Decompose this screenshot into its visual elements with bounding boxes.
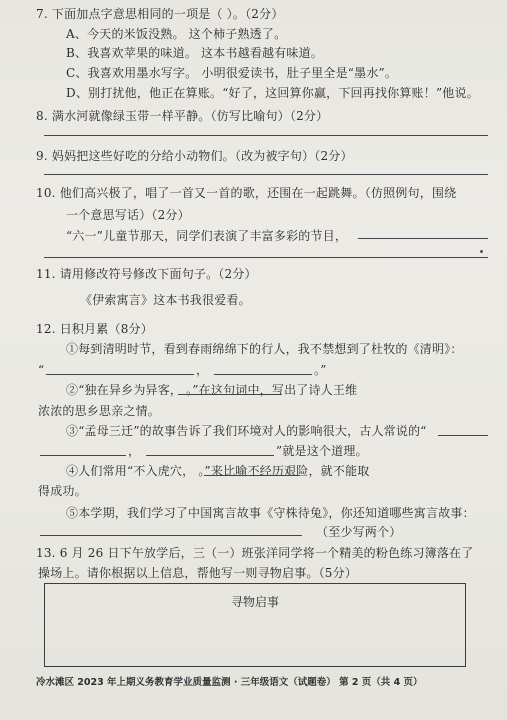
question-12-item4-prompt: ④人们常用“不入虎穴， 。”来比喻不经历艰险，就不能取 xyxy=(66,464,370,478)
question-12-item4-line2: 得成功。 xyxy=(38,484,87,498)
question-12-item1-blank-1[interactable] xyxy=(46,374,194,375)
question-8-answer-line[interactable] xyxy=(44,135,488,136)
question-10-answer-line-1[interactable] xyxy=(358,238,488,239)
question-8-stem: 8. 满水河就像绿玉带一样平静。（仿写比喻句）（2分） xyxy=(36,109,329,123)
question-12-item3-blank-2[interactable] xyxy=(40,455,126,456)
question-12-item3-blank-1[interactable] xyxy=(438,435,488,436)
question-12-item5-end: （至少写两个） xyxy=(316,525,402,539)
question-7-option-b: B、我喜欢苹果的味道。 这本书越看越有味道。 xyxy=(66,46,324,60)
question-10-answer-line-2[interactable] xyxy=(44,257,488,258)
question-12-item5-blank[interactable] xyxy=(40,535,302,536)
question-12-item4-blank[interactable] xyxy=(204,475,300,476)
ink-speck xyxy=(480,250,483,253)
question-13-stem-line1: 13. 6 月 26 日下午放学后，三（一）班张洋同学将一个精美的粉色练习簿落在了 xyxy=(36,546,474,560)
question-12-item1-separator: ， xyxy=(196,363,209,377)
question-12-item2-blank[interactable] xyxy=(178,394,282,395)
question-7-option-c: C、我喜欢用墨水写字。 小明很爱读书，肚子里全是“墨水”。 xyxy=(66,66,398,80)
question-7-option-d: D、别打扰他，他正在算账。“好了，这回算你赢，下回再找你算账！”他说。 xyxy=(66,86,479,100)
question-12-item3-end: ”就是这个道理。 xyxy=(276,444,368,458)
lost-notice-answer-box[interactable] xyxy=(44,583,466,667)
question-13-stem-line2: 操场上。请你根据以上信息，帮他写一则寻物启事。（5分） xyxy=(38,566,358,580)
question-7-stem: 7. 下面加点字意思相同的一项是（ ）。（2分） xyxy=(36,7,284,21)
question-10-stem-line1: 10. 他们高兴极了，唱了一首又一首的歌，还围在一起跳舞。（仿照例句，围绕 xyxy=(36,186,457,200)
question-10-stem-line2: 一个意思写话）（2分） xyxy=(66,208,190,222)
question-12-item3-blank-3[interactable] xyxy=(146,455,274,456)
question-12-item2-line2: 浓浓的思乡思亲之情。 xyxy=(38,404,161,418)
question-12-item3-prompt: ③“孟母三迁”的故事告诉了我们环境对人的影响很大，古人常说的“ xyxy=(66,424,427,438)
exam-page: 7. 下面加点字意思相同的一项是（ ）。（2分） A、今天的米饭没熟。 这个柿子熟透了。 B、我喜欢苹果的味道。 这本书越看越有味道。 C、我喜欢用墨水写字。 小明很爱读书，肚子里全是“墨水”。 D、别打扰他，他正在算账。“好了，这回算你赢，下回再找你算账！”他说。 8. 满水河就像绿玉带一样平静。（仿写比喻句）（2分） 9. 妈妈把这些好吃的分给小动物们。（改为被字句）（2分） 10. 他们高兴极了，唱了一首又一首的歌，还围在一起跳舞。（仿照例句，围绕 一个意思写话）（2分） “六一”儿童节那天，同学们表演了丰富多彩的节目， 11. 请用修改符号修改下面句子。（2分） 《伊索寓言》这本书我很爱看。 12. 日积月累（8分） ①每到清明时节，看到春雨绵绵下的行人，我不禁想到了杜牧的《清明》： “ ， 。” ②“独在异乡为异客， 。”在这句词中，写出了诗人王维 浓浓的思乡思亲之情。 ③“孟母三迁”的故事告诉了我们环境对人的影响很大，古人常说的“ ， ”就是这个道理。 ④人们常用“不入虎穴， 。”来比喻不经历艰险，就不能取 得成功。 ⑤本学期，我们学习了中国寓言故事《守株待兔》，你还知道哪些寓言故事： （至少写两个） 13. 6 月 26 日下午放学后，三（一）班张洋同学将一个精美的粉色练习簿落在了 操场上。请你根据以上信息，帮他写一则寻物启事。（5分） 寻物启事 冷水滩区 2023 年上期义务教育学业质量监测 · 三年级语文（试题卷） 第 2 页（共 4 页） xyxy=(0,0,507,720)
question-9-stem: 9. 妈妈把这些好吃的分给小动物们。（改为被字句）（2分） xyxy=(36,149,353,163)
question-12-item5-prompt: ⑤本学期，我们学习了中国寓言故事《守株待兔》，你还知道哪些寓言故事： xyxy=(66,506,475,520)
question-12-stem: 12. 日积月累（8分） xyxy=(36,322,153,336)
question-12-item2-prompt: ②“独在异乡为异客， 。”在这句词中，写出了诗人王维 xyxy=(66,383,358,397)
question-7-option-a: A、今天的米饭没熟。 这个柿子熟透了。 xyxy=(66,27,287,41)
question-12-item1-prompt: ①每到清明时节，看到春雨绵绵下的行人，我不禁想到了杜牧的《清明》： xyxy=(66,342,463,356)
question-11-sentence: 《伊索寓言》这本书我很爱看。 xyxy=(80,293,251,307)
question-9-answer-line[interactable] xyxy=(44,174,488,175)
question-10-example: “六一”儿童节那天，同学们表演了丰富多彩的节目， xyxy=(66,229,348,243)
question-11-stem: 11. 请用修改符号修改下面句子。（2分） xyxy=(36,267,257,281)
lost-notice-box-title: 寻物启事 xyxy=(230,595,279,609)
page-footer: 冷水滩区 2023 年上期义务教育学业质量监测 · 三年级语文（试题卷） 第 2 页（共 4 页） xyxy=(36,677,423,688)
question-12-item1-end: 。” xyxy=(314,363,327,377)
question-12-item1-blank-2[interactable] xyxy=(214,374,312,375)
